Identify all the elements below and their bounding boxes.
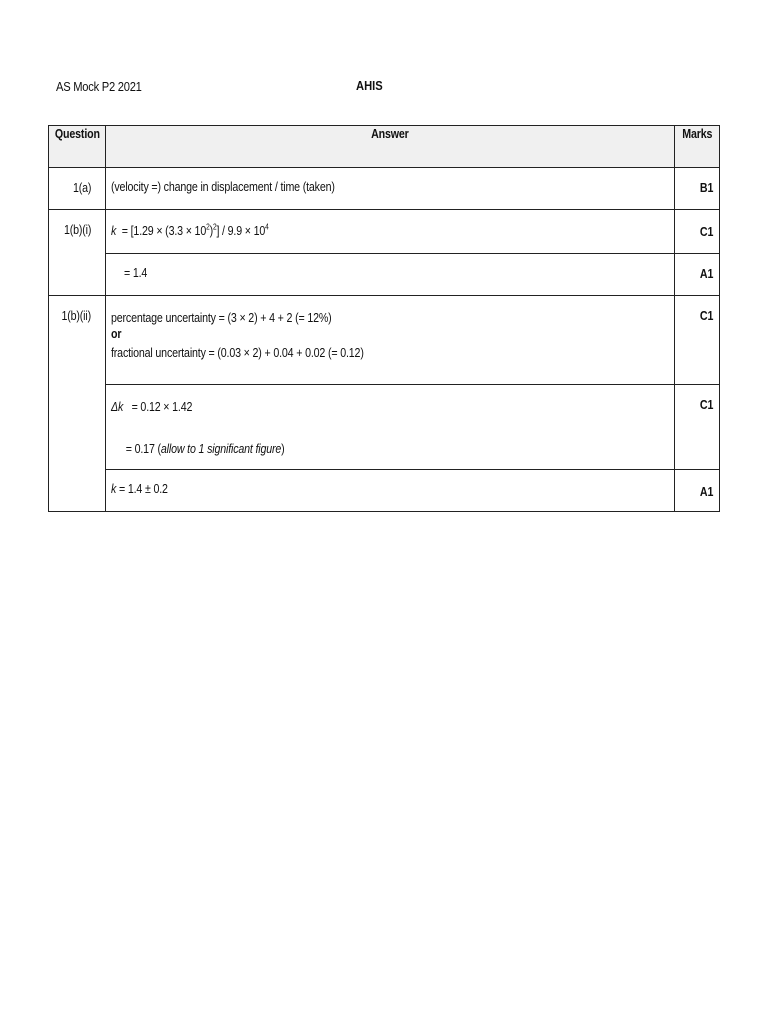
table-header-row [49, 126, 720, 168]
answer-cell: percentage uncertainty = (3 × 2) + 4 + 2 (= 12%) or fractional uncertainty = (0.03 × 2) + 0.04 + 0.02 (= 0.12) [106, 296, 675, 385]
mark-cell: C1 [674, 296, 719, 385]
mark-scheme-table [48, 125, 720, 512]
table-row [49, 296, 720, 385]
answer-cell: k = 1.4 ± 0.2 [106, 470, 675, 512]
mark-cell: A1 [674, 470, 719, 512]
table-row [49, 168, 720, 210]
question-cell: 1(a) [49, 168, 106, 210]
mark-cell: C1 [674, 385, 719, 470]
question-cell: 1(b)(i) [49, 210, 106, 296]
mark-cell: A1 [674, 254, 719, 296]
table-row [49, 385, 720, 470]
answer-cell: = 1.4 [106, 254, 675, 296]
table-row [49, 254, 720, 296]
column-header-marks: Marks [674, 126, 719, 168]
question-cell: 1(b)(ii) [49, 296, 106, 512]
table-row [49, 210, 720, 254]
mark-cell: C1 [674, 210, 719, 254]
answer-cell: Δk = 0.12 × 1.42 = 0.17 (allow to 1 significant figure) [106, 385, 675, 470]
mark-cell: B1 [674, 168, 719, 210]
document-header-left: AS Mock P2 2021 [56, 79, 142, 94]
answer-cell: (velocity =) change in displacement / time (taken) [106, 168, 675, 210]
column-header-question: Question [49, 126, 106, 168]
column-header-answer: Answer [106, 126, 675, 168]
table-row [49, 470, 720, 512]
document-header-center: AHIS [356, 78, 383, 93]
answer-cell: $k = [1.29 \times (3.3 \times 10^2)^2] / 9.9 \times 10^4$ [106, 210, 675, 254]
